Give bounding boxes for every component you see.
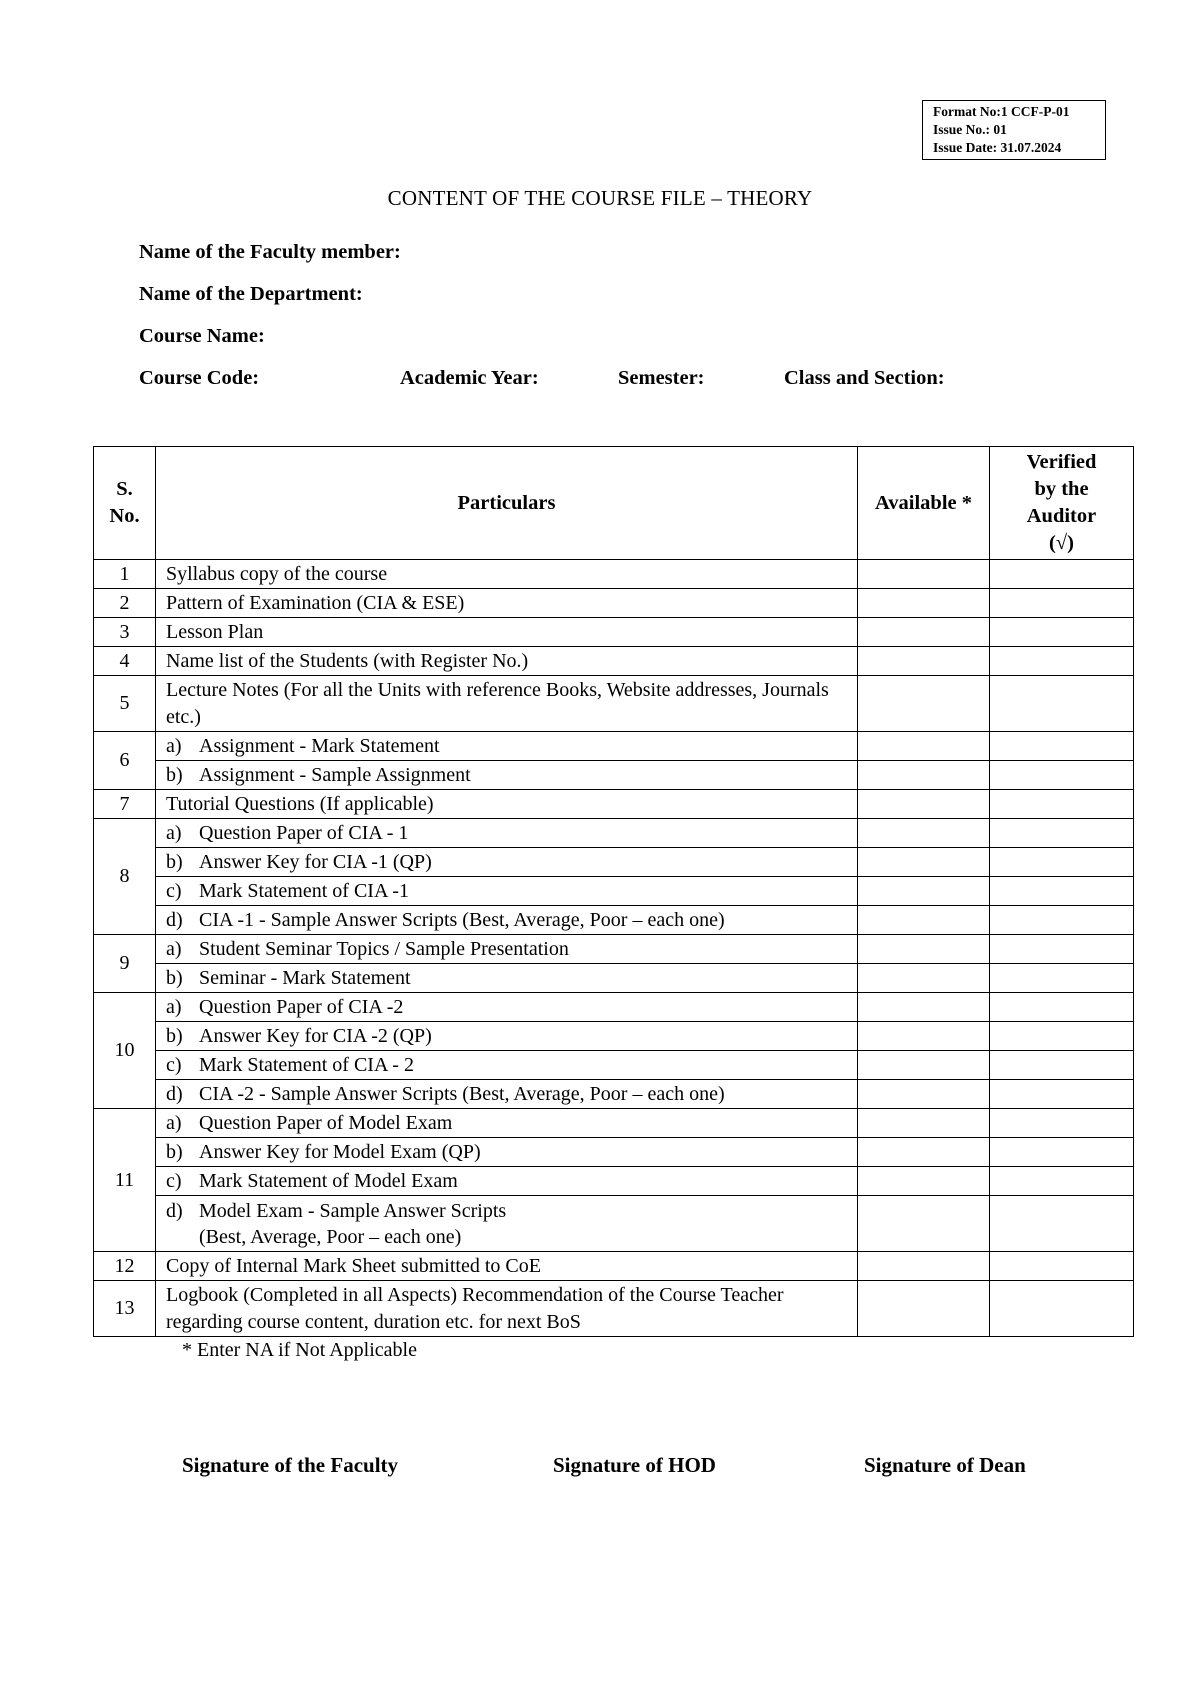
sub-item-label: c)	[166, 1054, 182, 1076]
available-cell[interactable]	[858, 1051, 990, 1080]
row-serial-number: 6	[94, 732, 156, 790]
row-particular: Copy of Internal Mark Sheet submitted to CoE	[156, 1252, 858, 1281]
table-row	[94, 935, 1134, 964]
table-row	[94, 1196, 1134, 1252]
table-row	[94, 732, 1134, 761]
verified-cell[interactable]	[990, 589, 1134, 618]
sub-item-label: c)	[166, 880, 182, 902]
sub-item-label: d)	[166, 1199, 183, 1222]
row-serial-number: 5	[94, 676, 156, 732]
header-verified: Verified by the Auditor (√)	[990, 447, 1134, 560]
format-number: Format No:1 CCF-P-01	[933, 104, 1070, 119]
verified-cell[interactable]	[990, 618, 1134, 647]
verified-cell[interactable]	[990, 1167, 1134, 1196]
available-cell[interactable]	[858, 1022, 990, 1051]
sub-item-text: Assignment - Mark Statement	[199, 735, 440, 757]
available-cell[interactable]	[858, 819, 990, 848]
row-particular	[156, 1022, 858, 1051]
issue-number: Issue No.: 01	[933, 122, 1007, 137]
table-row	[94, 819, 1134, 848]
department-field: Name of the Department:	[139, 283, 363, 305]
table-row	[94, 906, 1134, 935]
sub-item-text: Seminar - Mark Statement	[199, 967, 411, 989]
issue-date: Issue Date: 31.07.2024	[933, 140, 1062, 155]
verified-cell[interactable]	[990, 1022, 1134, 1051]
sub-item-text: Answer Key for CIA -2 (QP)	[199, 1025, 432, 1047]
table-row	[94, 1080, 1134, 1109]
sub-item-label: a)	[166, 822, 182, 844]
sub-item-label: c)	[166, 1170, 182, 1192]
table-row	[94, 1051, 1134, 1080]
sub-item-text: Question Paper of Model Exam	[199, 1112, 453, 1134]
sub-item-text: Mark Statement of CIA -1	[199, 880, 409, 902]
table-row	[94, 1281, 1134, 1337]
verified-cell[interactable]	[990, 935, 1134, 964]
sub-item-label: b)	[166, 851, 183, 873]
available-cell[interactable]	[858, 618, 990, 647]
row-particular: Tutorial Questions (If applicable)	[156, 790, 858, 819]
verified-cell[interactable]	[990, 877, 1134, 906]
sub-item-text: Answer Key for CIA -1 (QP)	[199, 851, 432, 873]
table-row	[94, 618, 1134, 647]
table-row	[94, 647, 1134, 676]
verified-cell[interactable]	[990, 790, 1134, 819]
table-row	[94, 589, 1134, 618]
table-row	[94, 1252, 1134, 1281]
header-available: Available *	[858, 447, 990, 560]
row-particular	[156, 906, 858, 935]
verified-cell[interactable]	[990, 1051, 1134, 1080]
signature-faculty: Signature of the Faculty	[182, 1453, 399, 1477]
verified-cell[interactable]	[990, 1080, 1134, 1109]
not-applicable-note: * Enter NA if Not Applicable	[182, 1339, 417, 1361]
row-serial-number: 9	[94, 935, 156, 993]
row-particular	[156, 848, 858, 877]
verified-cell[interactable]	[990, 848, 1134, 877]
table-row	[94, 1138, 1134, 1167]
class-section-field: Class and Section:	[784, 367, 945, 389]
row-particular	[156, 1051, 858, 1080]
available-cell[interactable]	[858, 761, 990, 790]
sub-item-label: d)	[166, 1083, 183, 1105]
sub-item-text: Assignment - Sample Assignment	[199, 764, 471, 786]
verified-cell[interactable]	[990, 761, 1134, 790]
sub-item-label: b)	[166, 764, 183, 786]
row-particular	[156, 819, 858, 848]
verified-cell[interactable]	[990, 993, 1134, 1022]
available-cell[interactable]	[858, 993, 990, 1022]
table-row	[94, 790, 1134, 819]
row-particular: Name list of the Students (with Register No.)	[156, 647, 858, 676]
sub-item-text: Student Seminar Topics / Sample Presentation	[199, 938, 569, 960]
sub-item-label: b)	[166, 1025, 183, 1047]
semester-field: Semester:	[618, 367, 705, 389]
sub-item-text-continued: (Best, Average, Poor – each one)	[199, 1225, 462, 1248]
sub-item-text: Answer Key for Model Exam (QP)	[199, 1141, 481, 1163]
sub-item-label: a)	[166, 735, 182, 757]
row-particular	[156, 964, 858, 993]
table-row	[94, 1167, 1134, 1196]
verified-cell[interactable]	[990, 1196, 1134, 1252]
sub-item-text: Question Paper of CIA -2	[199, 996, 404, 1018]
verified-cell[interactable]	[990, 1109, 1134, 1138]
row-serial-number: 4	[94, 647, 156, 676]
available-cell[interactable]	[858, 906, 990, 935]
table-row	[94, 560, 1134, 589]
sub-item-label: d)	[166, 909, 183, 931]
row-particular: Pattern of Examination (CIA & ESE)	[156, 589, 858, 618]
table-row	[94, 676, 1134, 732]
sub-item-text: CIA -2 - Sample Answer Scripts (Best, Average, Poor – each one)	[199, 1083, 725, 1105]
header-sno: S. No.	[94, 447, 156, 560]
verified-cell[interactable]	[990, 732, 1134, 761]
format-info-box	[922, 100, 1106, 160]
row-serial-number: 12	[94, 1252, 156, 1281]
verified-cell[interactable]	[990, 964, 1134, 993]
sub-item-text: Mark Statement of Model Exam	[199, 1170, 458, 1192]
sub-item-label: a)	[166, 1112, 182, 1134]
available-cell[interactable]	[858, 1080, 990, 1109]
row-particular	[156, 1080, 858, 1109]
available-cell[interactable]	[858, 935, 990, 964]
table-row	[94, 761, 1134, 790]
academic-year-field: Academic Year:	[400, 367, 539, 389]
row-serial-number: 11	[94, 1109, 156, 1252]
row-serial-number: 2	[94, 589, 156, 618]
available-cell[interactable]	[858, 647, 990, 676]
verified-cell[interactable]	[990, 819, 1134, 848]
row-particular	[156, 877, 858, 906]
sub-item-text: Question Paper of CIA - 1	[199, 822, 409, 844]
row-particular	[156, 993, 858, 1022]
row-serial-number: 1	[94, 560, 156, 589]
row-particular: Lecture Notes (For all the Units with reference Books, Website addresses, Journals etc.)	[156, 676, 858, 732]
signature-dean: Signature of Dean	[864, 1453, 1026, 1477]
row-serial-number: 10	[94, 993, 156, 1109]
row-particular	[156, 732, 858, 761]
available-cell[interactable]	[858, 964, 990, 993]
available-cell[interactable]	[858, 848, 990, 877]
document-title: CONTENT OF THE COURSE FILE – THEORY	[387, 186, 813, 210]
row-particular	[156, 1109, 858, 1138]
row-serial-number: 13	[94, 1281, 156, 1337]
verified-cell[interactable]	[990, 906, 1134, 935]
row-particular	[156, 1138, 858, 1167]
course-name-field: Course Name:	[139, 325, 265, 347]
table-row	[94, 877, 1134, 906]
row-serial-number: 3	[94, 618, 156, 647]
sub-item-label: a)	[166, 996, 182, 1018]
available-cell[interactable]	[858, 1281, 990, 1337]
row-particular	[156, 761, 858, 790]
row-particular	[156, 1196, 858, 1252]
sub-item-label: a)	[166, 938, 182, 960]
row-particular	[156, 1167, 858, 1196]
table-row	[94, 993, 1134, 1022]
row-particular: Syllabus copy of the course	[156, 560, 858, 589]
available-cell[interactable]	[858, 1252, 990, 1281]
available-cell[interactable]	[858, 790, 990, 819]
row-particular: Logbook (Completed in all Aspects) Recommendation of the Course Teacher regarding course content, duration etc. for next BoS	[156, 1281, 858, 1337]
sub-item-label: b)	[166, 967, 183, 989]
table-header-row	[94, 447, 1134, 560]
table-row	[94, 1022, 1134, 1051]
table-row	[94, 1109, 1134, 1138]
table-row	[94, 848, 1134, 877]
row-particular: Lesson Plan	[156, 618, 858, 647]
row-serial-number: 8	[94, 819, 156, 935]
sub-item-text: CIA -1 - Sample Answer Scripts (Best, Average, Poor – each one)	[199, 909, 725, 931]
available-cell[interactable]	[858, 560, 990, 589]
verified-cell[interactable]	[990, 1252, 1134, 1281]
faculty-member-field: Name of the Faculty member:	[139, 241, 401, 263]
verified-cell[interactable]	[990, 1138, 1134, 1167]
available-cell[interactable]	[858, 1109, 990, 1138]
available-cell[interactable]	[858, 1138, 990, 1167]
sub-item-label: b)	[166, 1141, 183, 1163]
signature-hod: Signature of HOD	[553, 1453, 716, 1477]
sub-item-text: Model Exam - Sample Answer Scripts	[199, 1199, 507, 1222]
available-cell[interactable]	[858, 1196, 990, 1252]
verified-cell[interactable]	[990, 676, 1134, 732]
available-cell[interactable]	[858, 1167, 990, 1196]
verified-cell[interactable]	[990, 560, 1134, 589]
available-cell[interactable]	[858, 589, 990, 618]
verified-cell[interactable]	[990, 647, 1134, 676]
available-cell[interactable]	[858, 676, 990, 732]
available-cell[interactable]	[858, 732, 990, 761]
header-particulars: Particulars	[156, 447, 858, 560]
available-cell[interactable]	[858, 877, 990, 906]
table-row	[94, 964, 1134, 993]
course-file-table	[93, 446, 1134, 1337]
row-serial-number: 7	[94, 790, 156, 819]
course-code-field: Course Code:	[139, 367, 260, 389]
verified-cell[interactable]	[990, 1281, 1134, 1337]
sub-item-text: Mark Statement of CIA - 2	[199, 1054, 414, 1076]
row-particular	[156, 935, 858, 964]
